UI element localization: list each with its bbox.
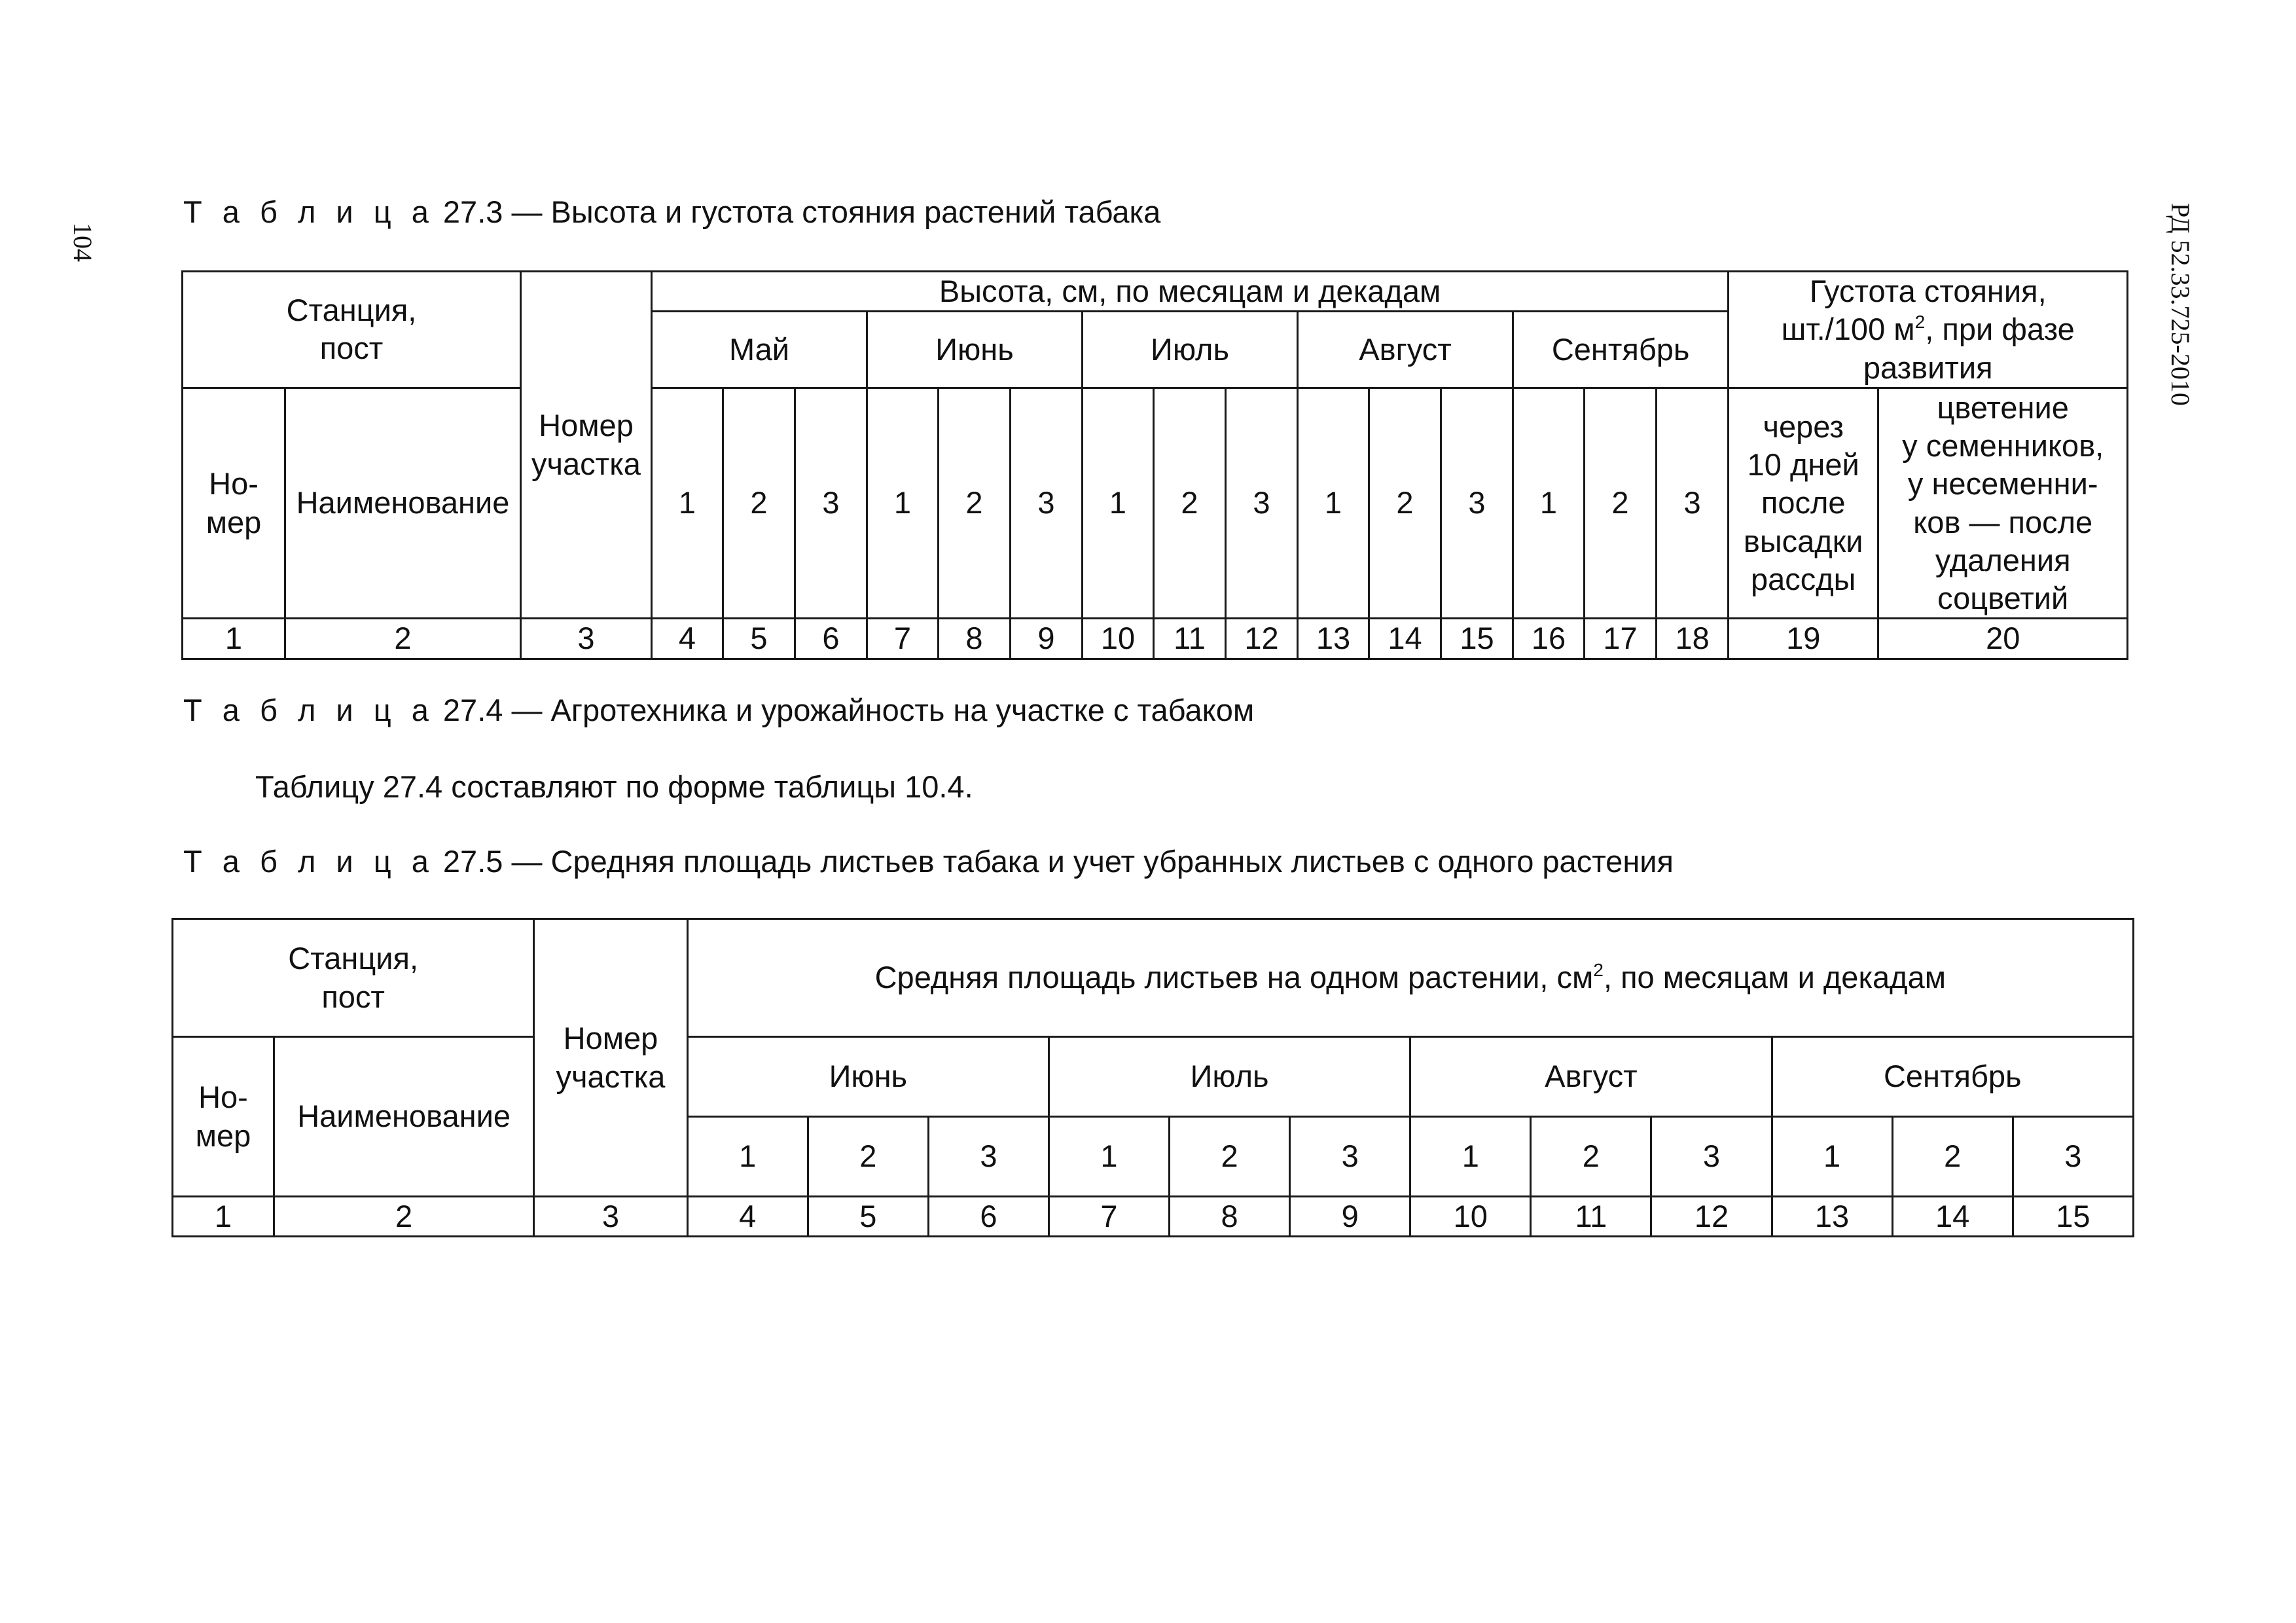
table-27-3-caption (183, 194, 1160, 230)
column-number-cell: 4 (687, 1197, 808, 1237)
caption-prefix: Т а б л и ц а (183, 693, 435, 727)
document-code: РД 52.33.725-2010 (2166, 203, 2195, 406)
column-number-cell: 12 (1651, 1197, 1772, 1237)
density-unit-superscript: 2 (1914, 310, 1926, 332)
month-june: Июнь (687, 1037, 1049, 1117)
caption-text: 27.5 — Средняя площадь листьев табака и учет убранных листьев с одного растения (434, 844, 1674, 879)
decade-cell: 3 (1290, 1117, 1410, 1197)
column-number-cell: 3 (521, 619, 652, 659)
table-27-5 (171, 918, 2134, 1237)
column-number-cell: 5 (723, 619, 795, 659)
column-number-cell: 17 (1585, 619, 1657, 659)
column-number-cell: 1 (183, 619, 285, 659)
column-number-cell: 20 (1878, 619, 2128, 659)
height-header: Высота, см, по месяцам и декадам (652, 272, 1729, 312)
column-number-cell: 15 (2013, 1197, 2133, 1237)
column-number-cell: 10 (1410, 1197, 1531, 1237)
month-may: Май (652, 312, 867, 388)
decade-cell: 2 (1369, 388, 1441, 619)
number-header: Но- мер (183, 388, 285, 619)
column-number-cell: 13 (1772, 1197, 1892, 1237)
decade-cell: 3 (795, 388, 867, 619)
column-number-cell: 3 (534, 1197, 687, 1237)
column-number-cell: 8 (939, 619, 1011, 659)
month-september: Сентябрь (1513, 312, 1729, 388)
decade-cell: 2 (1585, 388, 1657, 619)
decade-cell: 2 (1170, 1117, 1290, 1197)
decade-cell: 2 (939, 388, 1011, 619)
density-header (1729, 272, 2128, 388)
column-number-cell: 11 (1531, 1197, 1651, 1237)
column-number-cell: 9 (1290, 1197, 1410, 1237)
plot-number-header: Номер участка (521, 272, 652, 619)
station-header: Станция, пост (173, 919, 534, 1037)
column-number-cell: 14 (1892, 1197, 2013, 1237)
month-june: Июнь (867, 312, 1083, 388)
month-september: Сентябрь (1772, 1037, 2133, 1117)
table-27-5-caption (183, 843, 1674, 879)
column-number-cell: 10 (1083, 619, 1154, 659)
column-number-cell: 1 (173, 1197, 274, 1237)
density-header-text: Густота стояния, шт./100 м (1781, 274, 2047, 347)
decade-cell: 2 (723, 388, 795, 619)
decade-cell: 3 (1657, 388, 1729, 619)
decade-cell: 1 (867, 388, 939, 619)
column-number-cell: 14 (1369, 619, 1441, 659)
decade-cell: 1 (652, 388, 723, 619)
column-number-cell: 8 (1170, 1197, 1290, 1237)
decade-cell: 1 (1049, 1117, 1169, 1197)
column-number-cell: 19 (1729, 619, 1878, 659)
table-27-3 (181, 270, 2128, 660)
table-27-4-caption (183, 692, 1254, 728)
column-number-cell: 18 (1657, 619, 1729, 659)
column-number-cell: 7 (867, 619, 939, 659)
column-number-cell: 15 (1441, 619, 1513, 659)
column-number-cell: 11 (1154, 619, 1226, 659)
name-header: Наименование (285, 388, 521, 619)
decade-cell: 1 (687, 1117, 808, 1197)
table-27-4-note: Таблицу 27.4 составляют по форме таблицы 10.4. (255, 769, 973, 804)
column-number-cell: 4 (652, 619, 723, 659)
decade-cell: 3 (928, 1117, 1049, 1197)
decade-cell: 3 (1226, 388, 1298, 619)
leaf-area-header (687, 919, 2133, 1037)
decade-cell: 1 (1083, 388, 1154, 619)
decade-cell: 3 (1651, 1117, 1772, 1197)
decade-cell: 2 (1892, 1117, 2013, 1197)
decade-cell: 1 (1772, 1117, 1892, 1197)
decade-cell: 3 (1011, 388, 1083, 619)
decade-cell: 1 (1513, 388, 1585, 619)
column-number-cell: 7 (1049, 1197, 1169, 1237)
station-header: Станция, пост (183, 272, 521, 388)
plot-number-header: Номер участка (534, 919, 687, 1197)
phase-flowering-header: цветение у семенников, у несеменни- ков — после удаления соцветий (1878, 388, 2128, 619)
density-header-tail: , при фазе развития (1863, 312, 2075, 385)
page-number: 104 (68, 223, 98, 262)
caption-prefix: Т а б л и ц а (183, 194, 435, 229)
column-number-cell: 2 (274, 1197, 533, 1237)
caption-prefix: Т а б л и ц а (183, 844, 435, 879)
column-number-cell: 9 (1011, 619, 1083, 659)
decade-cell: 1 (1410, 1117, 1531, 1197)
column-number-cell: 13 (1298, 619, 1369, 659)
column-number-cell: 6 (795, 619, 867, 659)
caption-text: 27.4 — Агротехника и урожайность на участке с табаком (434, 693, 1255, 727)
leaf-area-header-tail: , по месяцам и декадам (1603, 960, 1946, 995)
decade-cell: 2 (1531, 1117, 1651, 1197)
column-number-cell: 16 (1513, 619, 1585, 659)
decade-cell: 3 (2013, 1117, 2133, 1197)
column-number-cell: 5 (808, 1197, 928, 1237)
decade-cell: 1 (1298, 388, 1369, 619)
area-unit-superscript: 2 (1593, 958, 1604, 980)
name-header: Наименование (274, 1037, 533, 1197)
leaf-area-header-text: Средняя площадь листьев на одном растении, см (874, 960, 1594, 995)
column-number-cell: 12 (1226, 619, 1298, 659)
decade-cell: 2 (1154, 388, 1226, 619)
month-august: Август (1298, 312, 1513, 388)
month-july: Июль (1083, 312, 1298, 388)
number-header: Но- мер (173, 1037, 274, 1197)
month-july: Июль (1049, 1037, 1410, 1117)
column-number-cell: 6 (928, 1197, 1049, 1237)
phase-after-transplant-header: через 10 дней после высадки рассды (1729, 388, 1878, 619)
month-august: Август (1410, 1037, 1772, 1117)
decade-cell: 2 (808, 1117, 928, 1197)
column-number-cell: 2 (285, 619, 521, 659)
caption-text: 27.3 — Высота и густота стояния растений табака (434, 194, 1161, 229)
decade-cell: 3 (1441, 388, 1513, 619)
